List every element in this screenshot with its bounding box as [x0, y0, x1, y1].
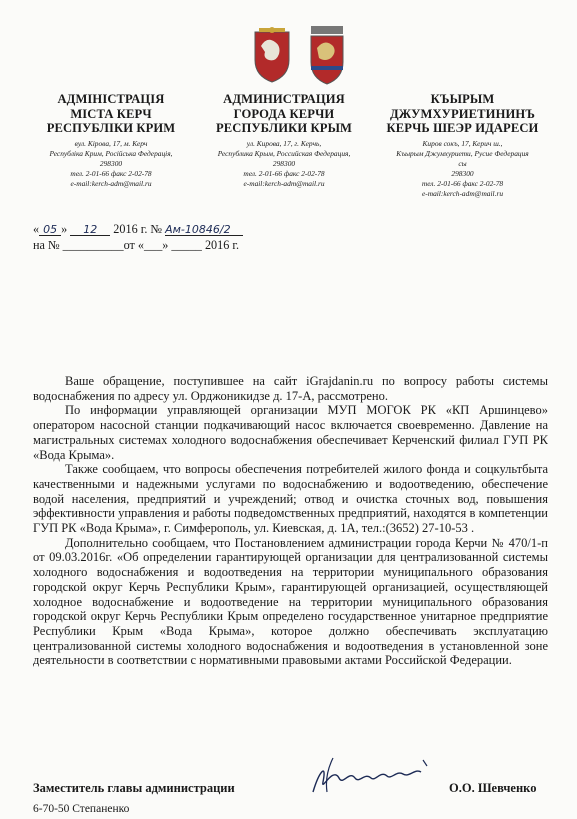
reference-year: 2016 г. №	[113, 222, 163, 236]
header-contact-info	[203, 139, 365, 189]
info-line: сы	[458, 158, 467, 168]
executor-note: 6-70-50 Степаненко	[33, 803, 130, 815]
info-line: e-mail:kerch-adm@mail.ru	[70, 178, 152, 188]
info-line: 298300	[99, 158, 123, 168]
paragraph: Дополнительно сообщаем, что Постановлением администрации города Керчи № 470/1-п от 09.03.2016г. «Об определении гарантирующей организации для централизованной системы холодного водоснабжения и водоотведения на территории муниципального образования городской округ Керчь Республики Крым», гарантирующей организацией, осуществляющей холодное водоснабжение и водоотведение на территории муниципального образования городской округ Керчь Республики Крым определено государственное унитарное предприятие Республики Крым «Вода Крыма», которое должно обеспечивать эксплуатацию централизованной системы холодного водоснабжения и водоотведения в установленной зоне деятельности в соответствии с нормативными правовыми актами Российской Федерации.	[33, 535, 548, 668]
crimea-coat-of-arms-icon	[251, 26, 293, 84]
blank-day: ___	[144, 238, 163, 252]
outgoing-reference	[33, 222, 243, 237]
title-line: КЪЫРЫМ	[430, 92, 495, 106]
header-title	[375, 92, 550, 136]
quote-mark: »	[162, 238, 169, 252]
info-line: Республіка Крим, Російська Федерація,	[49, 148, 173, 158]
handwritten-signature-icon	[305, 752, 435, 800]
header-contact-info	[30, 139, 192, 189]
header-title	[30, 92, 192, 136]
paragraph: По информации управляющей организации МУП МОГОК РК «КП Аршинцево» оператором насосной станции подкачивающий насос включается своевременно. Давление на магистральных системах холодного водоснабжения обеспечивает Керченский филиал ГУП РК «Вода Крыма».	[33, 403, 548, 462]
header-crimean-tatar	[375, 92, 550, 199]
handwritten-month: 12	[83, 223, 98, 236]
info-line: тел. 2-01-66 факс 2-02-78	[70, 168, 152, 178]
handwritten-reference-number: Ам-10846/2	[165, 223, 231, 236]
signer-role: Заместитель главы администрации	[33, 781, 235, 795]
blank-month: _____	[171, 238, 202, 252]
reference-year: 2016 г.	[204, 238, 240, 252]
handwritten-day: 05	[43, 223, 58, 236]
kerch-coat-of-arms-icon	[305, 26, 349, 86]
emblems	[229, 26, 369, 88]
header-russian	[203, 92, 365, 189]
info-line: Республика Крым, Российская Федерация,	[217, 148, 351, 158]
info-line: Къырым Джумхуриети, Русие Федерация	[396, 148, 529, 158]
title-line: АДМІНІСТРАЦІЯ	[57, 92, 165, 106]
header-ukrainian	[30, 92, 192, 189]
title-line: КЕРЧЬ ШЕЭР ИДАРЕСИ	[386, 121, 539, 135]
title-line: ГОРОДА КЕРЧИ	[233, 106, 335, 121]
quote-mark: »	[61, 222, 68, 236]
title-line: МІСТА КЕРЧ	[70, 106, 152, 121]
info-line: 298300	[272, 158, 296, 168]
info-line: e-mail:kerch-adm@mail.ru	[421, 188, 504, 198]
info-line: ул. Кирова, 17, г. Керчь,	[246, 138, 322, 148]
info-line: тел. 2-01-66 факс 2-02-78	[243, 168, 325, 178]
incoming-reference	[33, 238, 239, 253]
title-line: АДМИНИСТРАЦИЯ	[223, 92, 345, 106]
signer-name: О.О. Шевченко	[449, 781, 537, 795]
header-contact-info	[375, 139, 550, 199]
header-title	[203, 92, 365, 136]
title-line: ДЖУМХУРИЕТИНИНЪ	[389, 106, 535, 121]
letter-body	[33, 374, 548, 668]
reference-from: от «	[123, 238, 144, 252]
paragraph: Также сообщаем, что вопросы обеспечения потребителей жилого фонда и соцкультбыта качественными и надежными услугами по водоснабжению и водоотведению, обеспечение водой населения, предприятий и учреждений; отвод и очистка сточных вод, повышения эффективности управления и работы подведомственных предприятий, находятся в компетенции ГУП РК «Вода Крыма», г. Симферополь, ул. Киевская, д. 1А, тел.:(3652) 27-10-53 .	[33, 462, 548, 536]
paragraph: Ваше обращение, поступившее на сайт iGrajdanin.ru по вопросу работы системы водоснабжения по адресу ул. Орджоникидзе д. 17-А, рассмотрено.	[33, 374, 548, 403]
blank-number: __________	[62, 238, 124, 252]
info-line: 298300	[451, 168, 474, 178]
title-line: РЕСПУБЛІКИ КРИМ	[46, 121, 176, 135]
title-line: РЕСПУБЛИКИ КРЫМ	[215, 121, 353, 135]
info-line: e-mail:kerch-adm@mail.ru	[243, 178, 325, 188]
info-line: Киров сокъ, 17, Керич ш.,	[422, 138, 503, 148]
info-line: тел. 2-01-66 факс 2-02-78	[421, 178, 504, 188]
quote-mark: «	[33, 222, 40, 236]
info-line: вул. Кірова, 17, м. Керч	[74, 138, 148, 148]
reference-prefix: на №	[33, 238, 60, 252]
